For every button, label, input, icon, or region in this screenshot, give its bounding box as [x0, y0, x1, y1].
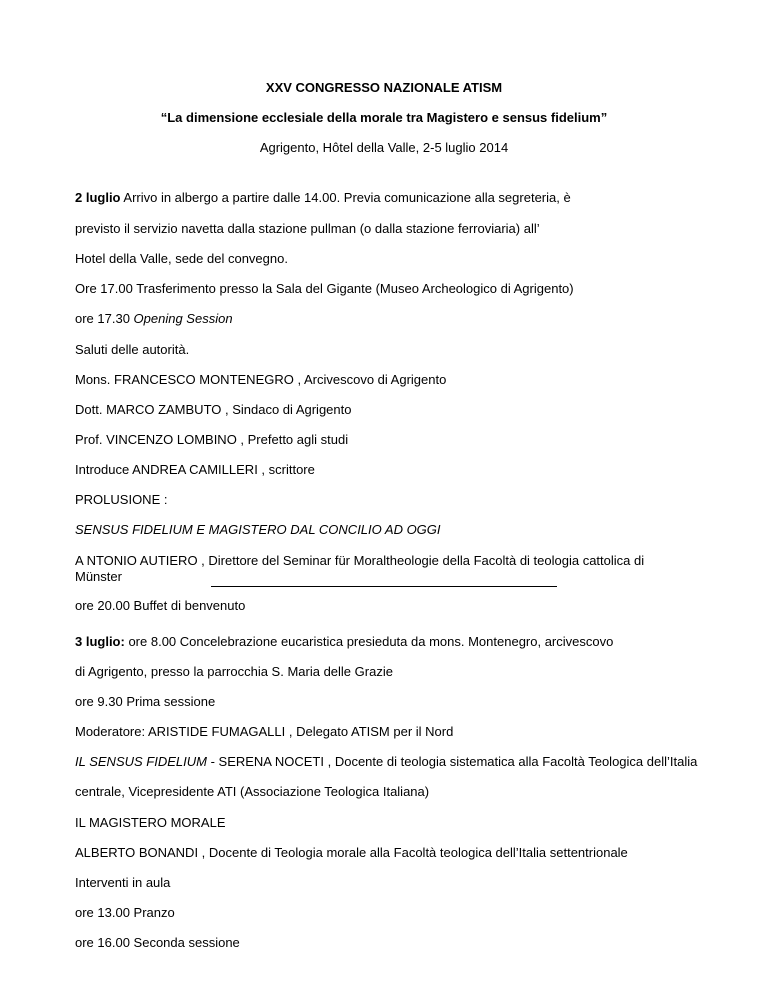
- day1-transfer: Ore 17.00 Trasferimento presso la Sala del Gigante (Museo Archeologico di Agrigento): [75, 281, 574, 296]
- day2-moderator: Moderatore: ARISTIDE FUMAGALLI , Delegato ATISM per il Nord: [75, 724, 454, 739]
- day1-opening-time: ore 17.30: [75, 311, 134, 326]
- day1-arrival-line: [75, 190, 571, 206]
- day2-mass-place: di Agrigento, presso la parrocchia S. Maria delle Grazie: [75, 664, 393, 679]
- day1-buffet: ore 20.00 Buffet di benvenuto: [75, 598, 246, 613]
- day1-shuttle: previsto il servizio navetta dalla stazione pullman (o dalla stazione ferroviaria) all’: [75, 221, 540, 236]
- day2-session2: ore 16.00 Seconda sessione: [75, 935, 240, 950]
- document-header: [0, 80, 768, 156]
- day1-speaker-prefect: Prof. VINCENZO LOMBINO , Prefetto agli studi: [75, 432, 349, 447]
- day1-date: 2 luglio: [75, 190, 121, 205]
- day2-talk1-line: [75, 754, 697, 770]
- day1-speaker-archbishop: Mons. FRANCESCO MONTENEGRO , Arcivescovo di Agrigento: [75, 372, 447, 387]
- day2-mass: ore 8.00 Concelebrazione eucaristica presieduta da mons. Montenegro, arcivescovo: [124, 634, 614, 649]
- day1-prolusione: PROLUSIONE :: [75, 492, 168, 507]
- day1-arrival: Arrivo in albergo a partire dalle 14.00. Previa comunicazione alla segreteria, è: [120, 190, 571, 205]
- day2-lunch: ore 13.00 Pranzo: [75, 905, 175, 920]
- day1-hotel: Hotel della Valle, sede del convegno.: [75, 251, 288, 266]
- day2-talk1-speaker-cont: centrale, Vicepresidente ATI (Associazione Teologica Italiana): [75, 784, 430, 799]
- congress-subtitle: “La dimensione ecclesiale della morale tra Magistero e sensus fidelium”: [160, 110, 608, 125]
- day1-opening-line: [75, 311, 233, 327]
- day1-opening-label: Opening Session: [133, 311, 233, 326]
- day2-talk1-speaker: - SERENA NOCETI , Docente di teologia sistematica alla Facoltà Teologica dell’Italia: [206, 754, 698, 769]
- day2-talk2-speaker: ALBERTO BONANDI , Docente di Teologia morale alla Facoltà teologica dell’Italia settentrionale: [75, 845, 628, 860]
- day1-prolusione-title: SENSUS FIDELIUM E MAGISTERO DAL CONCILIO AD OGGI: [75, 522, 441, 537]
- congress-place: Agrigento, Hôtel della Valle, 2-5 luglio 2014: [259, 140, 509, 155]
- day2-mass-line: [75, 634, 613, 650]
- day2-session1: ore 9.30 Prima sessione: [75, 694, 216, 709]
- section-divider: [211, 586, 557, 587]
- day2-interventions: Interventi in aula: [75, 875, 171, 890]
- day1-greetings: Saluti delle autorità.: [75, 342, 190, 357]
- day1-speaker-camilleri: Introduce ANDREA CAMILLERI , scrittore: [75, 462, 315, 477]
- day1-prolusione-speaker: A NTONIO AUTIERO , Direttore del Seminar für Moraltheologie della Facoltà di teologia cattolica di Münster: [75, 553, 645, 584]
- day2-talk2-title: IL MAGISTERO MORALE: [75, 815, 226, 830]
- day2-date: 3 luglio:: [75, 634, 125, 649]
- day1-speaker-mayor: Dott. MARCO ZAMBUTO , Sindaco di Agrigento: [75, 402, 352, 417]
- day2-talk1-title: IL SENSUS FIDELIUM: [75, 754, 207, 769]
- congress-title: XXV CONGRESSO NAZIONALE ATISM: [265, 80, 503, 95]
